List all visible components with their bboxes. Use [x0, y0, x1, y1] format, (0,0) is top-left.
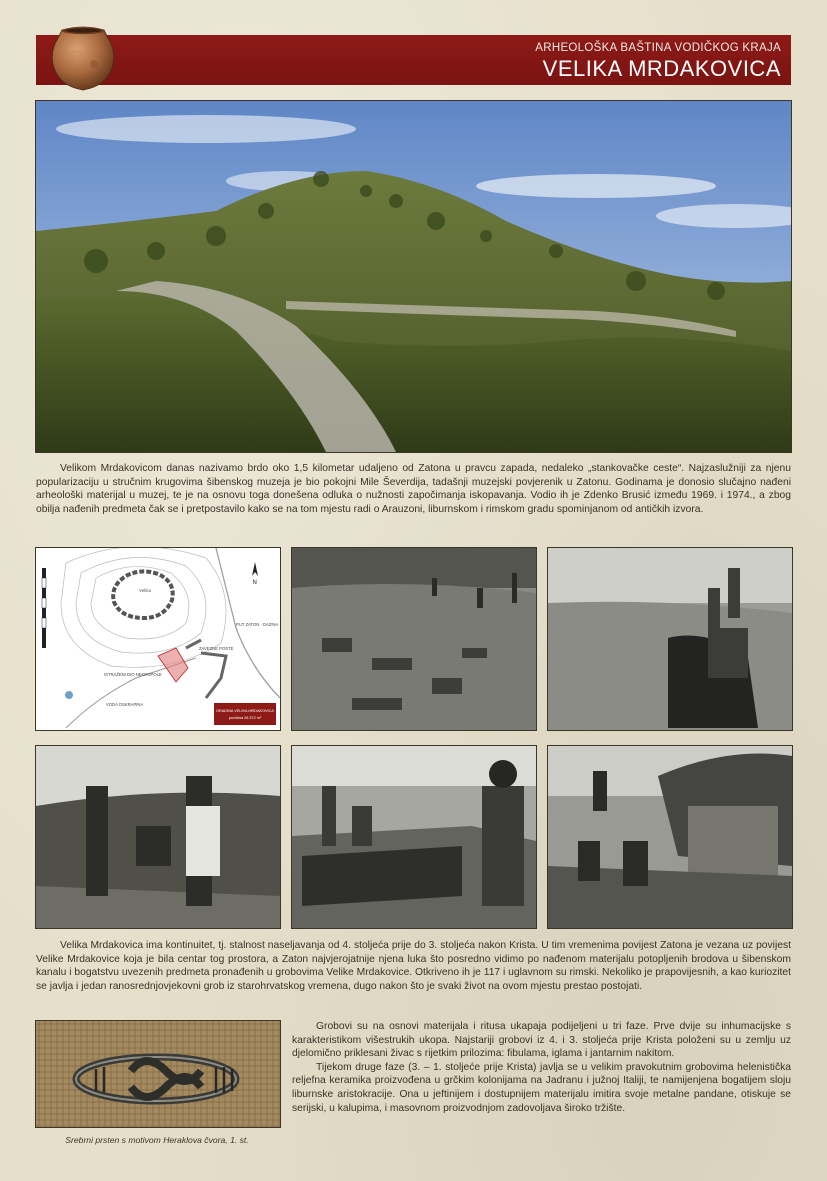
site-map — [35, 547, 281, 731]
map-path-label: PUT ZATON - DAZINA — [236, 622, 279, 627]
header-subtitle: ARHEOLOŠKA BAŠTINA VODIČKOG KRAJA — [535, 42, 781, 54]
excavation-photo-1 — [291, 547, 537, 731]
map-gravina-label: ZAVEZNE POSTE — [199, 646, 234, 651]
excavation-photo-3 — [35, 745, 281, 929]
history-text: Velika Mrdakovica ima kontinuitet, tj. stalnost naseljavanja od 4. stoljeća prije do 3. stoljeća nakon Krista. U tim vremenima povijest Zatona je vezana uz povijest Velike Mrdakovice koja je bila centar tog prostora, a Zaton najvjerojatnije njena luka što posredno vidimo po nađenom materijalu potopljenih brodova u šibenskom kanalu i bogatstvu uvezenih predmeta pronađenih u grobovima Velike Mrdakovice. Otkriveno ih je 117 i uglavnom su rimski. Nekoliko je prapovijesnih, a kao kuriozitet se javlja i jedan ranosrednjovjekovni grob iz starohrvatskog vremena, dugo nakon što je svaki život na ovom mjestu prestao postojati. — [36, 940, 791, 992]
silver-ring-photo — [35, 1020, 281, 1128]
hellenistic-ceramics-text: Tijekom druge faze (3. – 1. stoljeće prije Krista) javlja se u velikim pravokutnim grobovima helenistička reljefna keramika proizvođena u grčkim kolonijama na Jadranu i južnoj Italiji, te namijenjena bogatijem sloju liburnske aristokracije. Ona u jeftinijem i dostupnijem materijalu imitira svoje metalne pandane, otiskuje se serijski, u kalupima, i masovnom proizvodnjom zadovoljava široko tržište. — [292, 1061, 791, 1114]
excavation-photo-2 — [547, 547, 793, 731]
intro-text: Velikom Mrdakovicom danas nazivamo brdo oko 1,5 kilometar udaljeno od Zatona u pravcu zapada, nedaleko „stankovačke ceste“. Najzaslužniji za njenu popularizaciju u stručnim krugovima šibenskog muzeja je bio pokojni Mile Ševerdija, tadašnji muzejski povjerenik u Zatonu. Godinama je donosio slučajno nađeni arheološki materijal u muzej, te je na osnovu toga donešena odluka o nužnosti započimanja iskopavanja. Vodio ih je Zdenko Brusić između 1969. i 1974., a zbog obilja nađenih predmeta čak se i pretpostavilo kako se na tom mjestu radi o Arauzoni, liburnskom i rimskom gradu spominjanom od antičkih izvora. — [36, 463, 791, 515]
map-legend-line1: GRADINA VELIKA MRDAKOVICA — [216, 709, 274, 713]
excavation-photo-5 — [547, 745, 793, 929]
map-hill-label: Velika — [139, 588, 152, 593]
graves-paragraphs — [292, 1020, 791, 1115]
ceramic-pot-icon — [48, 24, 118, 92]
map-water-label: VODA OSKRAPINA — [106, 702, 144, 707]
ring-caption: Srebrni prsten s motivom Heraklova čvora, 1. st. — [65, 1135, 249, 1145]
map-north-label: N — [252, 580, 257, 586]
excavation-photo-4 — [291, 745, 537, 929]
intro-paragraph — [36, 462, 791, 516]
map-legend-line2: površina 26.372 m² — [228, 716, 262, 720]
hill-landscape-photo — [35, 100, 792, 453]
map-necropolis-label: ISTRAŽENI DIO NEKROPOLE — [104, 672, 162, 677]
graves-phase-text: Grobovi su na osnovi materijala i ritusa ukapaja podijeljeni u tri faze. Prve dvije su inhumacijske s karakteristikom višestrukih ukopa. Najstariji grobovi iz 4. i 3. stoljeća prije Krista položeni su u zemlju uz djelomično priklesani živac s rijetkim prilozima: fibulama, iglama i jantarnim nakitom. — [292, 1021, 791, 1060]
history-paragraph — [36, 939, 791, 993]
header-banner — [36, 35, 791, 85]
page-title: VELIKA MRDAKOVICA — [542, 56, 781, 81]
